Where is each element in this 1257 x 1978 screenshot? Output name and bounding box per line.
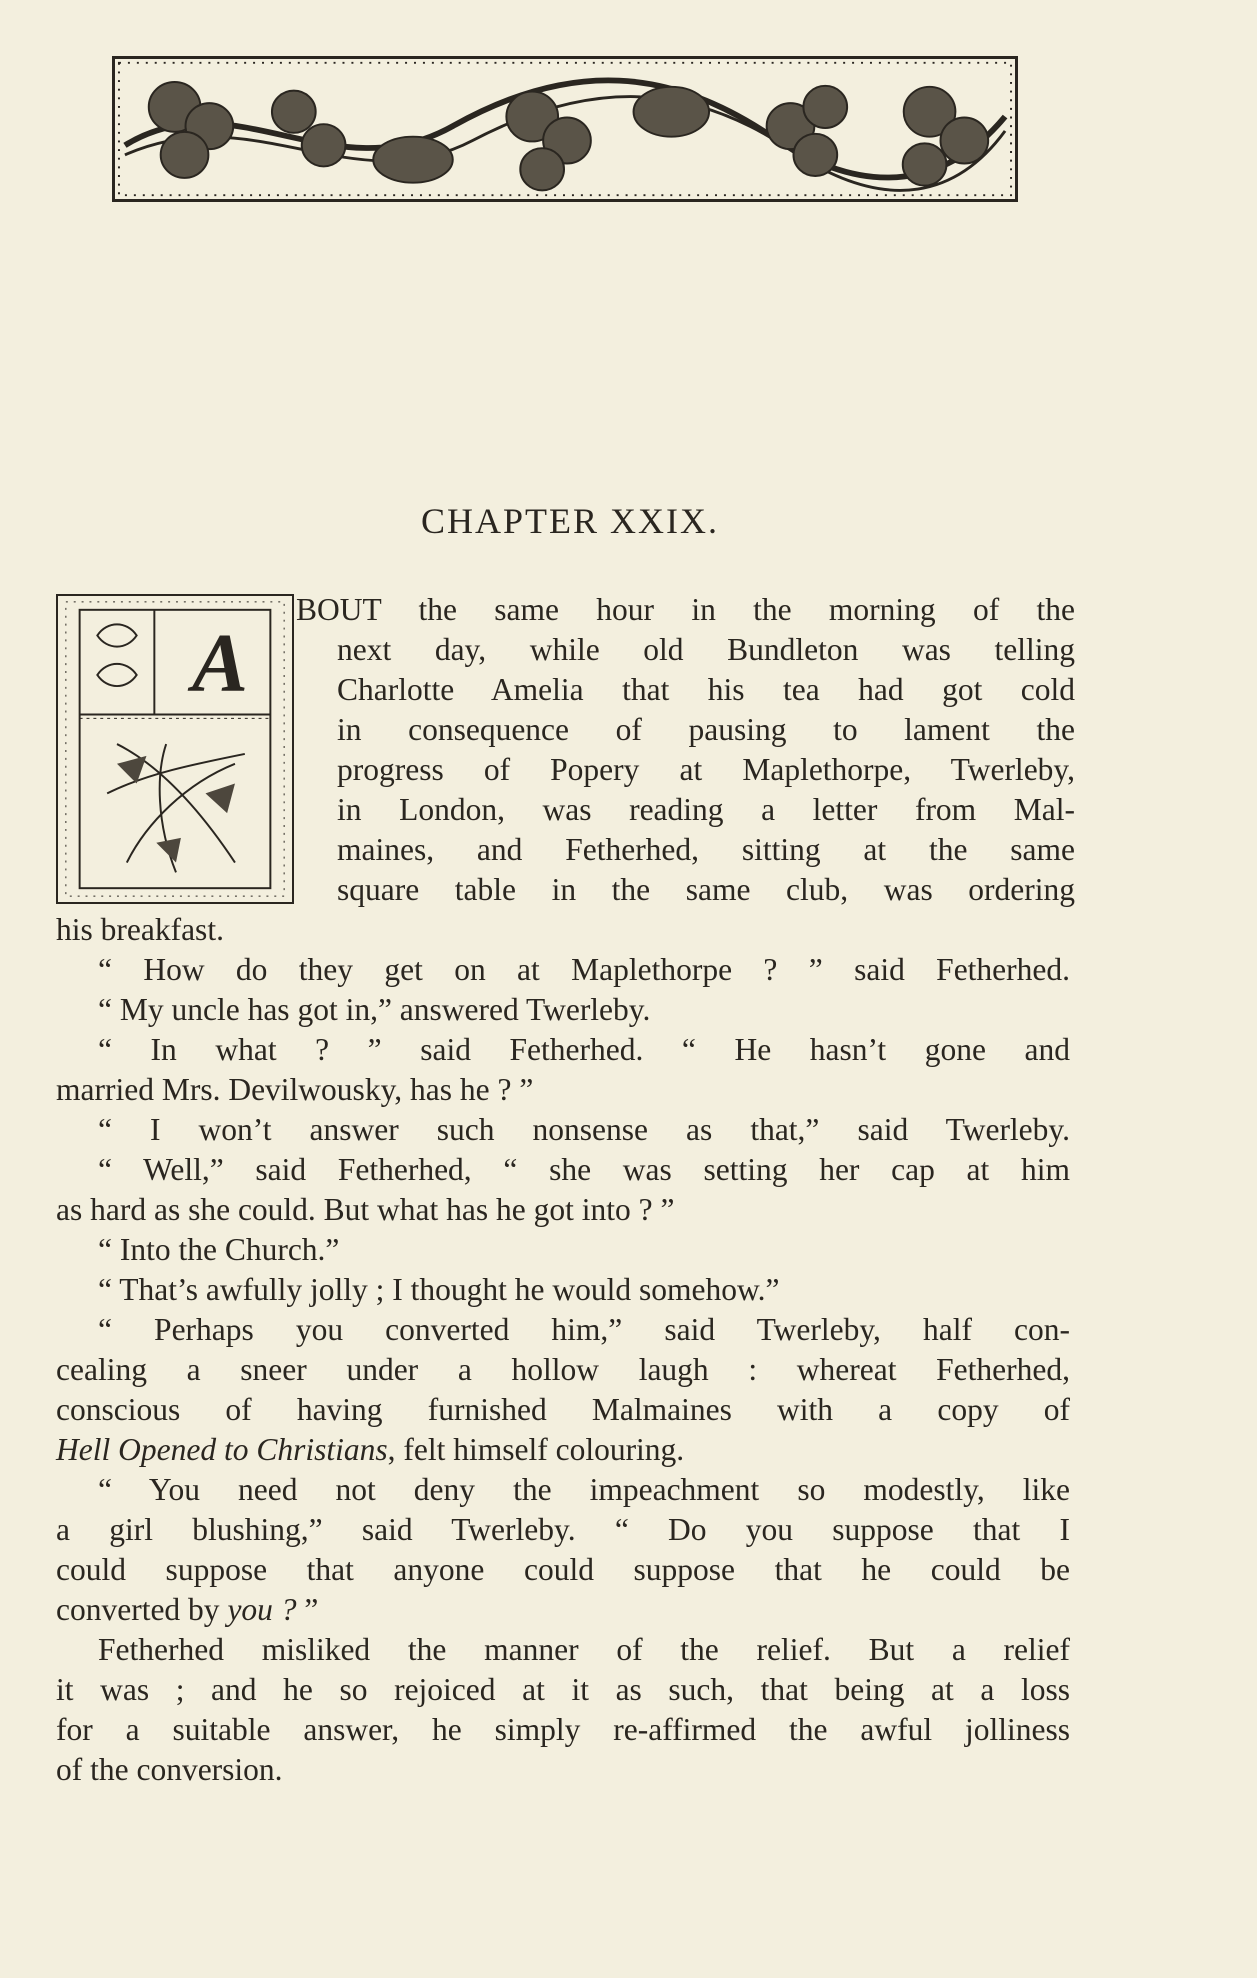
text-line: it was ; and he so rejoiced at it as such, that being at a loss	[56, 1672, 1070, 1707]
text-line: “ Well,” said Fetherhed, “ she was setting her cap at him	[98, 1152, 1070, 1187]
text-line: for a suitable answer, he simply re-affirmed the awful jolliness	[56, 1712, 1070, 1747]
text-line: BOUT the same hour in the morning of the	[296, 592, 1075, 627]
text-line	[56, 1590, 1070, 1630]
text-line: as hard as she could. But what has he got into ? ”	[56, 1192, 675, 1227]
text-line: “ I won’t answer such nonsense as that,” said Twerleby.	[98, 1112, 1070, 1147]
text-line: in London, was reading a letter from Mal-	[337, 792, 1075, 827]
dropcap-ornament	[56, 594, 294, 904]
dropcap-letter: A	[191, 617, 249, 710]
text-line: square table in the same club, was ordering	[337, 872, 1075, 907]
text-line: “ My uncle has got in,” answered Twerleby.	[98, 992, 651, 1027]
text-line: in consequence of pausing to lament the	[337, 712, 1075, 747]
text-line: cealing a sneer under a hollow laugh : whereat Fetherhed,	[56, 1352, 1070, 1387]
text-line: a girl blushing,” said Twerleby. “ Do you suppose that I	[56, 1512, 1070, 1547]
text-line: conscious of having furnished Malmaines with a copy of	[56, 1392, 1070, 1427]
text-line: his breakfast.	[56, 912, 224, 947]
text-line: could suppose that anyone could suppose that he could be	[56, 1552, 1070, 1587]
text-line: next day, while old Bundleton was telling	[337, 632, 1075, 667]
text-line: progress of Popery at Maplethorpe, Twerleby,	[337, 752, 1075, 787]
text-line: “ Into the Church.”	[98, 1232, 340, 1267]
text-line: “ How do they get on at Maplethorpe ? ” said Fetherhed.	[98, 952, 1070, 987]
text-line: Charlotte Amelia that his tea had got cold	[337, 672, 1075, 707]
emphasis: you ?	[227, 1592, 297, 1627]
text-line: “ That’s awfully jolly ; I thought he would somehow.”	[98, 1272, 780, 1307]
text-line: Fetherhed misliked the manner of the relief. But a relief	[98, 1632, 1070, 1667]
text-fragment: , felt himself colouring.	[387, 1432, 685, 1467]
text-fragment: ”	[296, 1592, 319, 1627]
text-line	[56, 1430, 1070, 1470]
chapter-title: CHAPTER XXIX.	[420, 501, 719, 541]
text-line: maines, and Fetherhed, sitting at the same	[337, 832, 1075, 867]
text-fragment: converted by	[56, 1592, 228, 1627]
text-line: married Mrs. Devilwousky, has he ? ”	[56, 1072, 534, 1107]
clover-headpiece-ornament	[112, 56, 1018, 202]
text-line: of the conversion.	[56, 1752, 283, 1787]
book-title: Hell Opened to Christians	[56, 1432, 388, 1467]
text-line: “ In what ? ” said Fetherhed. “ He hasn’t gone and	[98, 1032, 1070, 1067]
text-line: “ Perhaps you converted him,” said Twerleby, half con-	[98, 1312, 1070, 1347]
text-line: “ You need not deny the impeachment so modestly, like	[98, 1472, 1070, 1507]
